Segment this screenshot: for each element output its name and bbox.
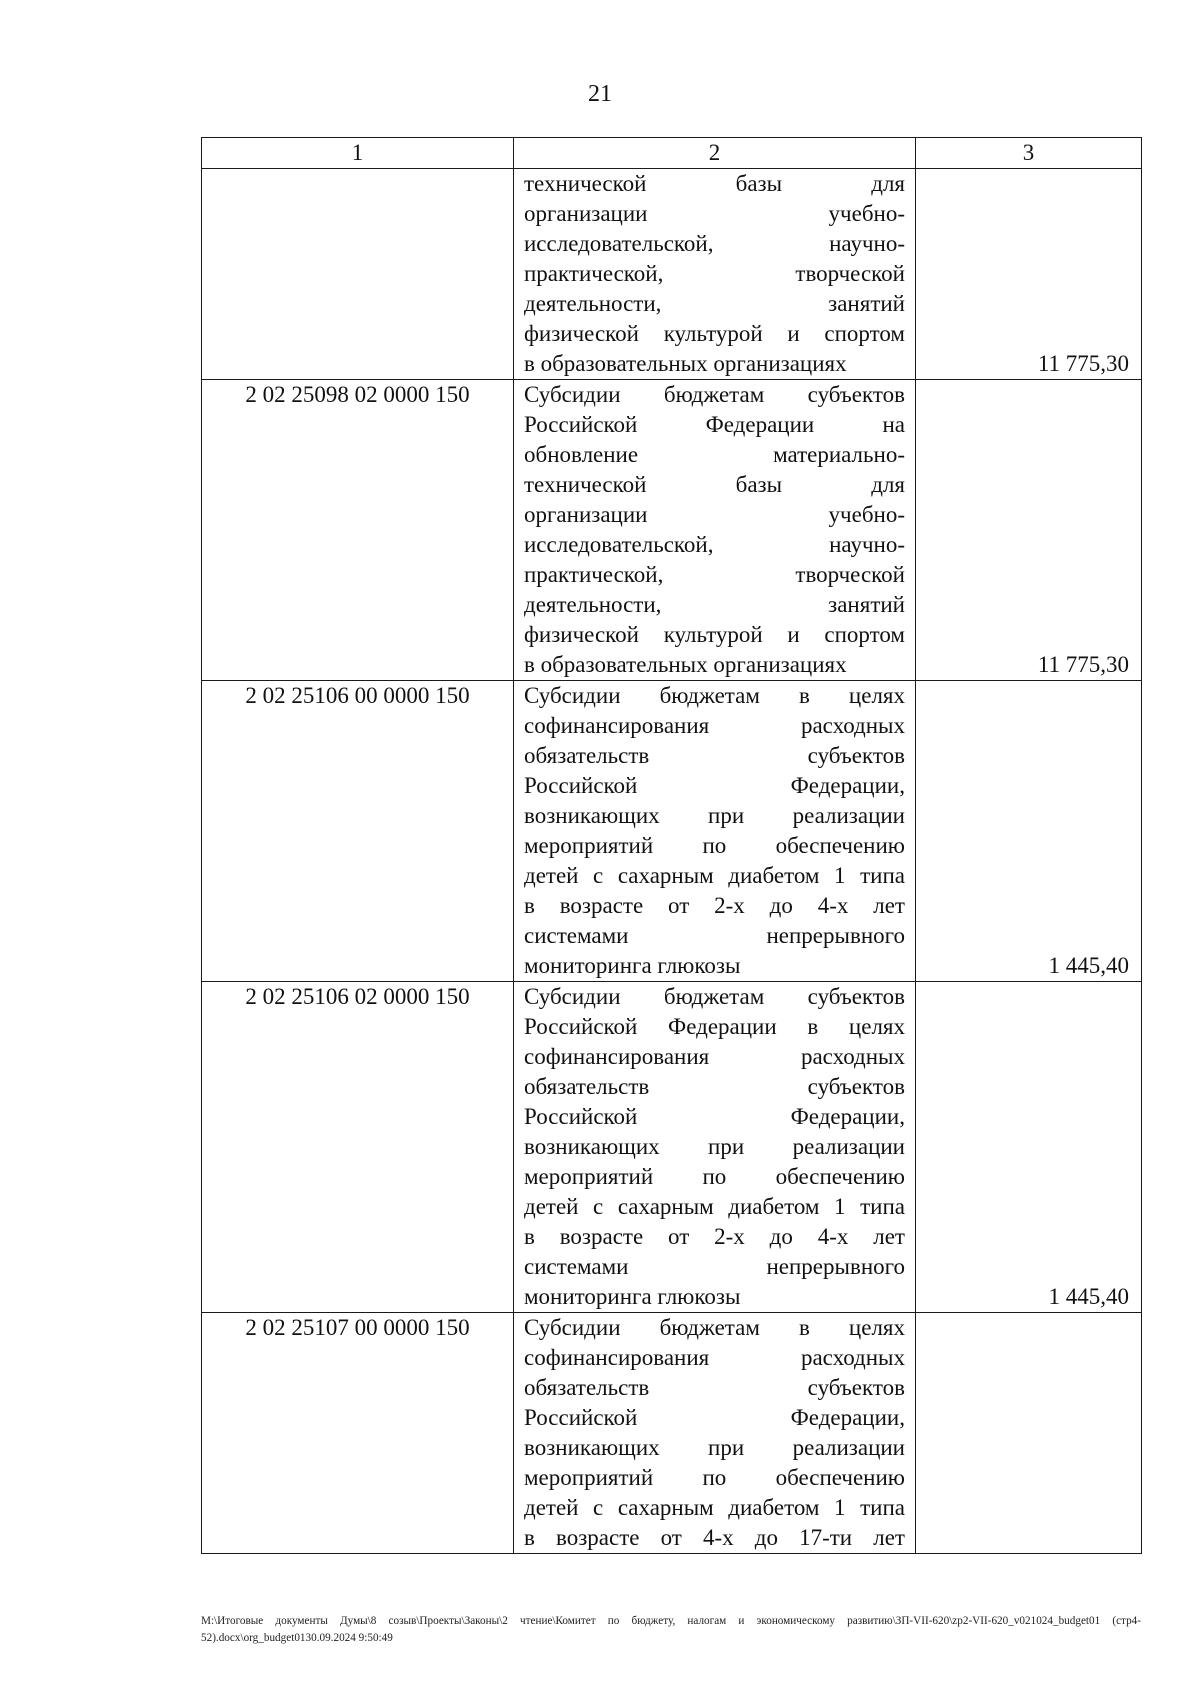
- description-line: Субсидии бюджетам субъектов: [524, 382, 905, 407]
- description-line: исследовательской, научно-: [524, 231, 905, 256]
- description-line: детей с сахарным диабетом 1 типа: [524, 863, 905, 888]
- budget-table: [201, 137, 1142, 1554]
- description-line: Субсидии бюджетам в целях: [524, 1315, 905, 1340]
- description-line: в возрасте от 2-х до 4-х лет: [524, 1224, 905, 1249]
- table-row: [202, 380, 1142, 681]
- table-header-row: [202, 138, 1142, 169]
- amount-cell: [916, 1313, 1142, 1554]
- description-line: в образовательных организациях: [524, 652, 847, 677]
- budget-code-cell: [202, 169, 514, 380]
- description-line: Российской Федерации на: [524, 412, 905, 437]
- budget-code-cell: 2 02 25106 02 0000 150: [202, 982, 514, 1313]
- description-line: софинансирования расходных: [524, 1044, 905, 1069]
- description-line: возникающих при реализации: [524, 803, 905, 828]
- description-line: физической культурой и спортом: [524, 321, 905, 346]
- table-row: [202, 169, 1142, 380]
- description-line: мероприятий по обеспечению: [524, 1465, 905, 1490]
- description-line: мероприятий по обеспечению: [524, 1164, 905, 1189]
- description-line: технической базы для: [524, 472, 905, 497]
- description-line: мероприятий по обеспечению: [524, 833, 905, 858]
- description-line: организации учебно-: [524, 502, 905, 527]
- budget-code-cell: 2 02 25107 00 0000 150: [202, 1313, 514, 1554]
- description-line: Российской Федерации в целях: [524, 1014, 905, 1039]
- amount-cell: 1 445,40: [916, 681, 1142, 982]
- description-line: системами непрерывного: [524, 1254, 905, 1279]
- amount-cell: 1 445,40: [916, 982, 1142, 1313]
- description-line: возникающих при реализации: [524, 1134, 905, 1159]
- description-line: исследовательской, научно-: [524, 532, 905, 557]
- description-line: в образовательных организациях: [524, 351, 847, 376]
- budget-code-cell: 2 02 25098 02 0000 150: [202, 380, 514, 681]
- description-line: обязательств субъектов: [524, 1074, 905, 1099]
- amount-cell: 11 775,30: [916, 169, 1142, 380]
- description-cell: [514, 982, 916, 1313]
- description-line: практической, творческой: [524, 261, 905, 286]
- table-body: [202, 138, 1142, 1554]
- description-line: обновление материально-: [524, 442, 905, 467]
- description-line: Российской Федерации,: [524, 1405, 905, 1430]
- table-row: [202, 1313, 1142, 1554]
- description-line: софинансирования расходных: [524, 1345, 905, 1370]
- description-line: детей с сахарным диабетом 1 типа: [524, 1495, 905, 1520]
- description-line: Субсидии бюджетам субъектов: [524, 984, 905, 1009]
- table-row: [202, 681, 1142, 982]
- description-line: организации учебно-: [524, 201, 905, 226]
- column-header-code: 1: [202, 138, 514, 169]
- document-path-footer: M:\Итоговые документы Думы\8 созыв\Проекты\Законы\2 чтение\Комитет по бюджету, налогам и экономическому развитию\ЗП-VII-620\zp2-VII-620_v021024_budget01 (стр4-52).docx\org_budget0130.09.2024 9:50:49: [201, 1615, 1141, 1644]
- description-cell: [514, 681, 916, 982]
- description-cell: [514, 169, 916, 380]
- description-line: мониторинга глюкозы: [524, 953, 741, 978]
- description-line: в возрасте от 4-х до 17-ти лет: [524, 1525, 905, 1550]
- budget-code-cell: 2 02 25106 00 0000 150: [202, 681, 514, 982]
- description-line: обязательств субъектов: [524, 1375, 905, 1400]
- description-line: технической базы для: [524, 171, 905, 196]
- page-number: 21: [588, 81, 612, 107]
- description-cell: [514, 1313, 916, 1554]
- description-line: деятельности, занятий: [524, 592, 905, 617]
- description-line: Российской Федерации,: [524, 1104, 905, 1129]
- description-line: Субсидии бюджетам в целях: [524, 683, 905, 708]
- description-line: обязательств субъектов: [524, 743, 905, 768]
- description-line: системами непрерывного: [524, 923, 905, 948]
- description-line: практической, творческой: [524, 562, 905, 587]
- column-header-amount: 3: [916, 138, 1142, 169]
- description-line: Российской Федерации,: [524, 773, 905, 798]
- amount-cell: 11 775,30: [916, 380, 1142, 681]
- description-cell: [514, 380, 916, 681]
- description-line: софинансирования расходных: [524, 713, 905, 738]
- description-line: мониторинга глюкозы: [524, 1284, 741, 1309]
- description-line: в возрасте от 2-х до 4-х лет: [524, 893, 905, 918]
- column-header-description: 2: [514, 138, 916, 169]
- description-line: детей с сахарным диабетом 1 типа: [524, 1194, 905, 1219]
- description-line: деятельности, занятий: [524, 291, 905, 316]
- description-line: возникающих при реализации: [524, 1435, 905, 1460]
- table-row: [202, 982, 1142, 1313]
- description-line: физической культурой и спортом: [524, 622, 905, 647]
